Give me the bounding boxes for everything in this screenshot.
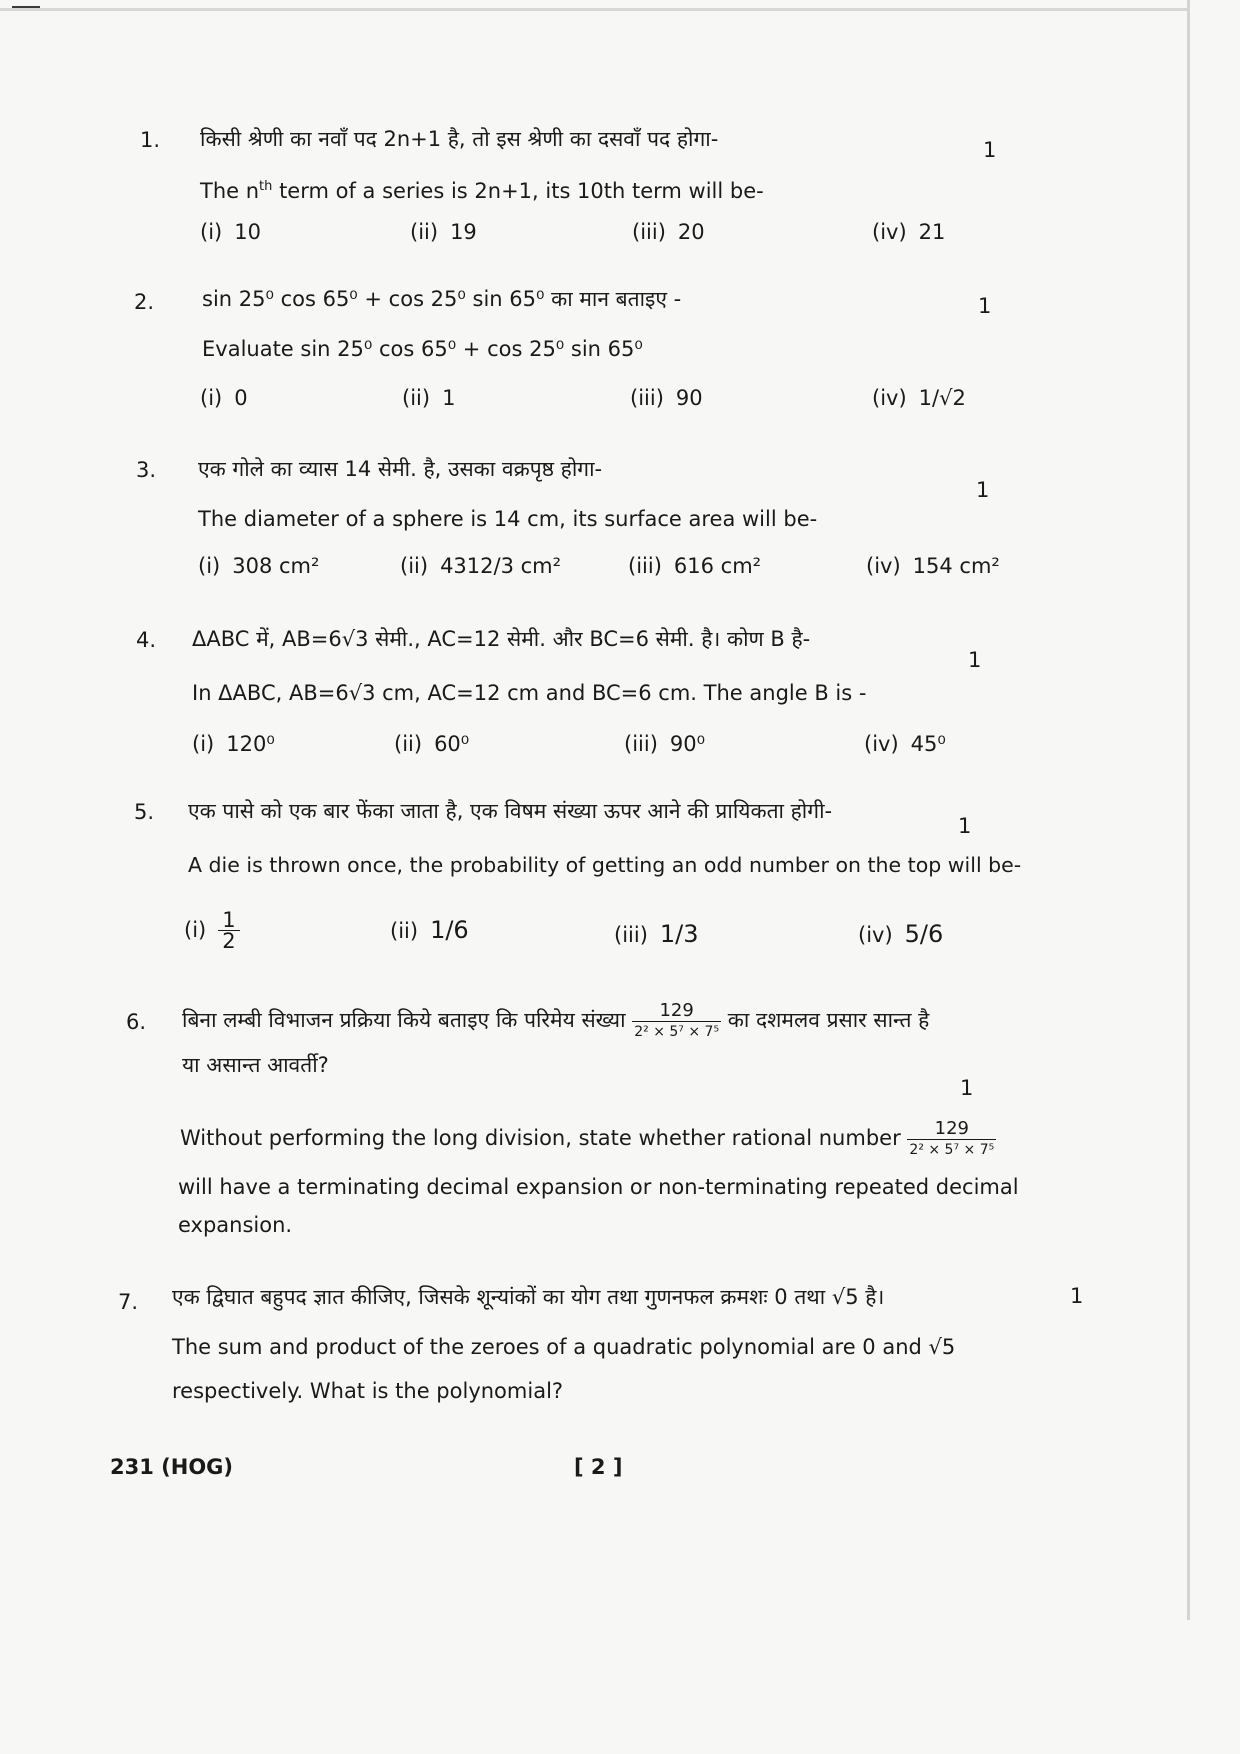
- page-number: [ 2 ]: [574, 1455, 623, 1479]
- question-text-english: In ΔABC, AB=6√3 cm, AC=12 cm and BC=6 cm. The angle B is -: [192, 681, 867, 705]
- question-text-english: The sum and product of the zeroes of a quadratic polynomial are 0 and √5: [172, 1335, 956, 1359]
- question-text-hindi: बिना लम्बी विभाजन प्रक्रिया किये बताइए कि परिमेय संख्या $\frac{129}{\text{2² × 5⁷ × 7⁵}}$ का दशमलव प्रसार सान्त है: [182, 999, 930, 1040]
- question-text-english: Without performing the long division, state whether rational number $\frac{129}{\text{2² × 5⁷ × 7⁵}}$: [180, 1117, 995, 1158]
- options: [200, 220, 1000, 260]
- option-4: (iv) 21: [872, 220, 946, 244]
- scan-top-edge: [0, 8, 1190, 11]
- option-1: (i) 308 cm²: [198, 554, 320, 578]
- marks: 1: [983, 138, 997, 162]
- question-text-hindi: एक पासे को एक बार फेंका जाता है, एक विषम संख्या ऊपर आने की प्रायिकता होगी-: [188, 799, 833, 823]
- question-text-hindi: ΔABC में, AB=6√3 सेमी., AC=12 सेमी. और BC=6 सेमी. है। कोण B है-: [192, 627, 811, 651]
- marks: 1: [960, 1076, 974, 1100]
- option-2: (ii) 1: [402, 386, 456, 410]
- options: [192, 732, 992, 772]
- question-text-hindi: किसी श्रेणी का नवाँ पद 2n+1 है, तो इस श्रेणी का दसवाँ पद होगा-: [200, 127, 719, 151]
- question-number: 3.: [136, 458, 157, 482]
- question-text-english: The $n^{th}$ term of a series is 2n+1, its 10th term will be-: [200, 179, 764, 203]
- option-1: (i) $\frac{1}{2}$: [184, 910, 240, 951]
- question-number: 4.: [136, 628, 157, 652]
- option-4: (iv) 1/√2: [872, 386, 966, 410]
- question-text-english-cont: respectively. What is the polynomial?: [172, 1379, 564, 1403]
- marks: 1: [978, 294, 992, 318]
- option-2: (ii) 19: [410, 220, 477, 244]
- question-number: 2.: [134, 290, 155, 314]
- question-text-english-cont: expansion.: [178, 1213, 293, 1237]
- marks: 1: [968, 648, 982, 672]
- option-3: (iii) 20: [632, 220, 705, 244]
- question-number: 5.: [134, 800, 155, 824]
- option-3: (iii) 90⁰: [624, 732, 706, 756]
- options: [184, 910, 984, 960]
- marks: 1: [958, 814, 972, 838]
- option-3: (iii) 90: [630, 386, 703, 410]
- option-3: (iii) 616 cm²: [628, 554, 762, 578]
- option-2: (ii) 1/6: [390, 916, 469, 944]
- question-text-hindi-cont: या असान्त आवर्ती?: [182, 1053, 329, 1077]
- question-text-english: Evaluate sin 25⁰ cos 65⁰ + cos 25⁰ sin 65⁰: [202, 337, 643, 361]
- option-1: (i) 120⁰: [192, 732, 275, 756]
- question-text-english: A die is thrown once, the probability of getting an odd number on the top will be-: [188, 853, 1022, 877]
- option-2: (ii) 60⁰: [394, 732, 470, 756]
- fraction: $\frac{129}{\text{2² × 5⁷ × 7⁵}}$: [634, 999, 720, 1040]
- options: [198, 554, 1098, 594]
- option-1: (i) 0: [200, 386, 248, 410]
- question-number: 1.: [140, 128, 161, 152]
- option-4: (iv) 154 cm²: [866, 554, 1000, 578]
- question-text-hindi: sin 25⁰ cos 65⁰ + cos 25⁰ sin 65⁰ का मान बताइए -: [202, 287, 682, 311]
- paper-code: 231 (HOG): [110, 1455, 234, 1479]
- marks: 1: [1070, 1284, 1084, 1308]
- scan-right-edge: [1187, 0, 1190, 1620]
- option-4: (iv) 5/6: [858, 920, 944, 948]
- marks: 1: [976, 478, 990, 502]
- option-2: (ii) 4312/3 cm²: [400, 554, 562, 578]
- question-number: 6.: [126, 1010, 147, 1034]
- question-text-hindi: एक द्विघात बहुपद ज्ञात कीजिए, जिसके शून्यांकों का योग तथा गुणनफल क्रमशः 0 तथा √5 है।: [172, 1285, 885, 1309]
- question-number: 7.: [118, 1290, 139, 1314]
- options: [200, 386, 1000, 426]
- option-3: (iii) 1/3: [614, 920, 699, 948]
- question-text-english: The diameter of a sphere is 14 cm, its surface area will be-: [198, 507, 818, 531]
- question-text-hindi: एक गोले का व्यास 14 सेमी. है, उसका वक्रपृष्ठ होगा-: [198, 457, 603, 481]
- fraction: $\frac{129}{\text{2² × 5⁷ × 7⁵}}$: [909, 1117, 995, 1158]
- question-text-english-cont: will have a terminating decimal expansion or non-terminating repeated decimal: [178, 1175, 1019, 1199]
- option-4: (iv) 45⁰: [864, 732, 946, 756]
- option-1: (i) 10: [200, 220, 261, 244]
